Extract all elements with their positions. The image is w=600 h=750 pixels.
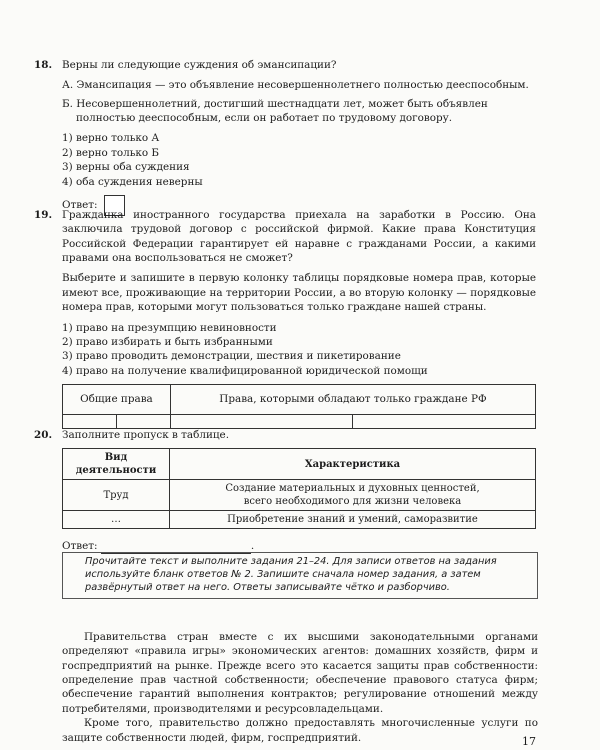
option-1: 1) право на презумпцию невиновности xyxy=(62,321,277,334)
question-text: Верны ли следующие суждения об эмансипации? xyxy=(62,59,337,71)
answer-cell[interactable] xyxy=(63,414,117,428)
statement-a: А. Эмансипация — это объявление несовершеннолетнего полностью дееспособным. xyxy=(62,79,529,92)
header-activity: Вид деятельности xyxy=(63,449,170,480)
reading-text xyxy=(62,630,538,745)
answer-cell[interactable] xyxy=(170,414,353,428)
options-list xyxy=(62,131,536,188)
question-text: Гражданка иностранного государства приехала на заработки в Россию. Она заключила трудовой договор с российской фирмой. Какие права Конституция Российской Федерации гарантирует ей наравне с гражданами России, а какими правами она воспользоваться не сможет? xyxy=(62,209,536,265)
option-1[interactable]: 1) верно только А xyxy=(62,132,160,145)
question-19 xyxy=(34,208,536,429)
instructions-text: Прочитайте текст и выполните задания 21–24. Для записи ответов на задания используйте бланк ответов № 2. Запишите сначала номер задания, а затем развёрнутый ответ на него. Ответы записывайте чётко и разборчиво. xyxy=(85,556,497,594)
answer-cell[interactable] xyxy=(353,414,536,428)
option-2: 2) право избирать и быть избранными xyxy=(62,335,273,348)
question-instruction: Выберите и запишите в первую колонку таблицы порядковые номера прав, которые имеют все, проживающие на территории России, а во вторую колонку — порядковые номера прав, которыми могут пользоваться только граждане нашей страны. xyxy=(62,272,536,314)
option-3[interactable]: 3) верны оба суждения xyxy=(62,161,190,174)
header-characteristic: Характеристика xyxy=(170,449,536,480)
answer-row: Ответ: . xyxy=(62,540,255,553)
characteristic-cell xyxy=(170,480,536,511)
characteristic-line: всего необходимого для жизни человека xyxy=(243,496,462,508)
activity-cell: Труд xyxy=(63,480,170,511)
answer-cell[interactable] xyxy=(116,414,170,428)
characteristic-cell: Приобретение знаний и умений, саморазвитие xyxy=(170,511,536,529)
instructions-box xyxy=(62,552,538,599)
option-4: 4) право на получение квалифицированной юридической помощи xyxy=(62,364,428,377)
option-2[interactable]: 2) верно только Б xyxy=(62,146,160,159)
rights-table xyxy=(62,384,536,429)
text-paragraph: Кроме того, правительство должно предоставлять многочисленные услуги по защите собственности людей, фирм, госпредприятий. xyxy=(62,717,538,744)
characteristic-line: Создание материальных и духовных ценностей, xyxy=(225,483,480,495)
header-common-rights: Общие права xyxy=(63,384,171,414)
text-paragraph: Правительства стран вместе с их высшими законодательными органами определяют «правила игры» экономических агентов: домашних хозяйств, фирм и госпредприятий на рынке. Прежде всего это касается защиты прав собственности: определение прав частной собственности; обеспечение правового статуса фирм; обеспечение гарантий выполнения контрактов; регулирование отношений между потребителями, производителями и ресурсовладельцами. xyxy=(62,631,538,715)
activity-table xyxy=(62,448,536,529)
question-number: 20. xyxy=(34,429,53,441)
question-text: Заполните пропуск в таблице. xyxy=(62,429,230,441)
question-20 xyxy=(34,428,536,554)
header-citizen-rights: Права, которыми обладают только граждане РФ xyxy=(170,384,535,414)
options-list xyxy=(62,321,536,378)
answer-label: Ответ: xyxy=(62,540,98,553)
question-number: 19. xyxy=(34,209,53,221)
page-number: 17 xyxy=(522,735,536,748)
answer-label: Ответ: xyxy=(62,199,98,212)
option-4[interactable]: 4) оба суждения неверны xyxy=(62,175,203,188)
option-3: 3) право проводить демонстрации, шествия и пикетирование xyxy=(62,350,401,363)
question-number: 18. xyxy=(34,59,53,71)
activity-cell: … xyxy=(63,511,170,529)
statement-b: Б. Несовершеннолетний, достигший шестнадцати лет, может быть объявлен полностью дееспособным, если он работает по трудовому договору. xyxy=(62,97,488,125)
